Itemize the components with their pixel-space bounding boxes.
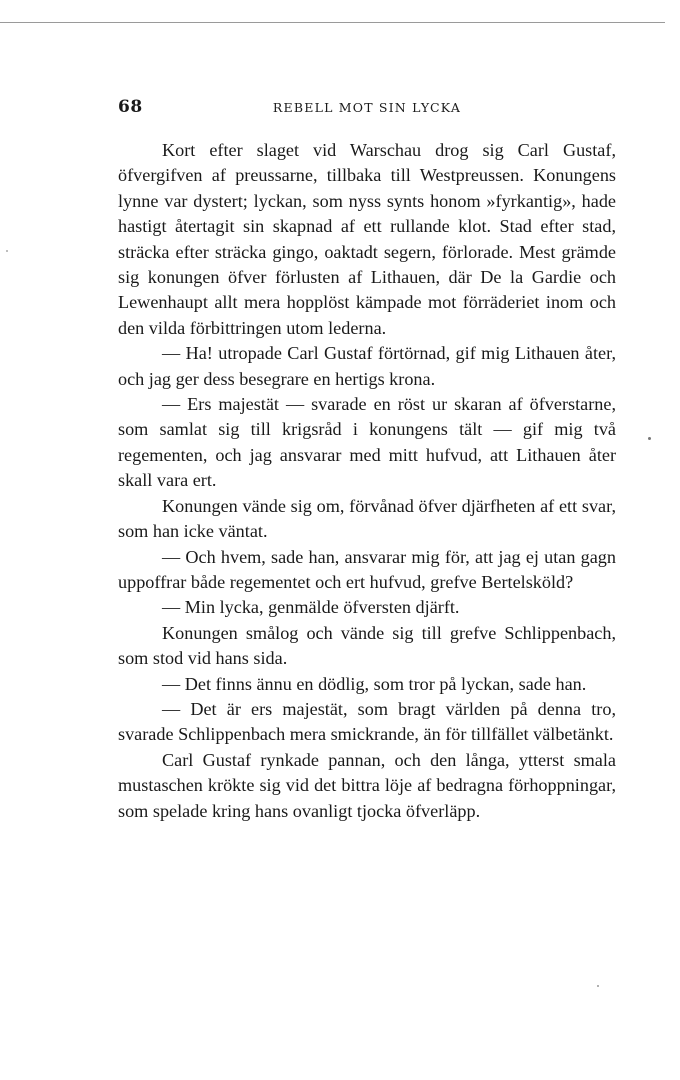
scan-speck [6, 250, 8, 252]
paragraph-1: Kort efter slaget vid Warschau drog sig Carl Gustaf, öfvergifven af preussarne, tillbaka till Westpreussen. Konungens lynne var dystert; lyckan, som nyss synts honom »fyrkantig», hade hastigt återtagit sin skapnad af ett rullande klot. Stad efter stad, sträcka efter sträcka gingo, oaktadt segern, förlorade. Mest grämde sig konungen öfver förlusten af Lithauen, där De la Gardie och Lewenhaupt allt mera hopplöst kämpade mot förräderiet inom och den vilda förbittringen utom lederna. [118, 140, 616, 338]
paragraph-6: — Min lycka, genmälde öfversten djärft. [162, 597, 460, 618]
top-scan-rule [0, 22, 665, 23]
paragraph-9: — Det är ers majestät, som bragt världen på denna tro, svarade Schlippenbach mera smickrande, än för tillfället välbetänkt. [118, 698, 616, 745]
paragraph-2: — Ha! utropade Carl Gustaf förtörnad, gif mig Lithauen åter, och jag ger dess besegrare en hertigs krona. [118, 343, 616, 389]
page-header [118, 97, 616, 119]
scan-speck [597, 985, 599, 987]
paragraph-5: — Och hvem, sade han, ansvarar mig för, att jag ej utan gagn uppoffrar både regementet och ert hufvud, grefve Bertelsköld? [118, 546, 616, 592]
paragraph-3: — Ers majestät — svarade en röst ur skaran af öfverstarne, som samlat sig till krigsråd i konungens tält — gif mig två regementen, och jag ansvarar med mitt hufvud, att Lithauen åter skall vara ert. [118, 394, 616, 491]
paragraph-7: Konungen smålog och vände sig till grefve Schlippenbach, som stod vid hans sida. [118, 622, 616, 669]
body-text [118, 138, 616, 824]
running-head: REBELL MOT SIN LYCKA [272, 100, 462, 115]
scan-speck [648, 437, 651, 440]
paragraph-8: — Det finns ännu en dödlig, som tror på lyckan, sade han. [162, 673, 587, 694]
paragraph-4: Konungen vände sig om, förvånad öfver djärfheten af ett svar, som han icke väntat. [118, 495, 616, 542]
page-number: 68 [118, 97, 143, 117]
paragraph-10: Carl Gustaf rynkade pannan, och den långa, ytterst smala mustaschen krökte sig vid det bittra löje af bedragna förhoppningar, som spelade kring hans ovanligt tjocka öfverläpp. [118, 749, 616, 821]
